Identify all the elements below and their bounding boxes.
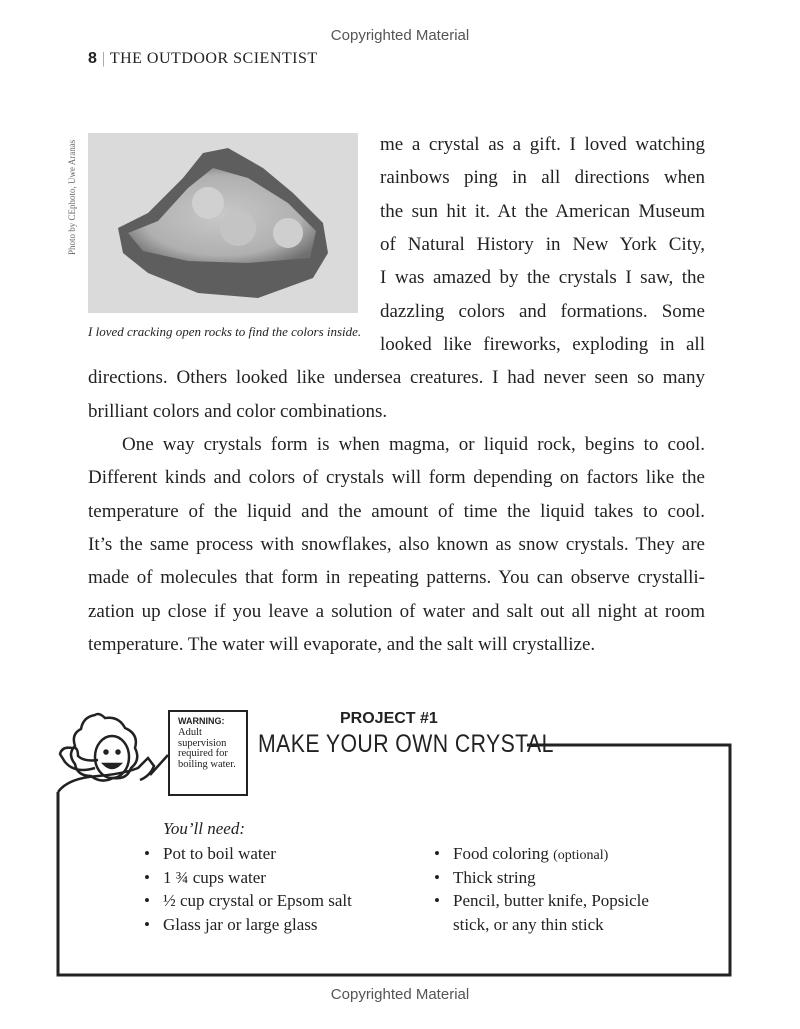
supply-item: • Pencil, butter knife, Popsicle [434, 891, 649, 910]
page-number: 8 [88, 50, 98, 67]
supply-item: • ½ cup crystal or Epsom salt [144, 891, 352, 910]
text-line: directions. Others looked like undersea creatures. I had never seen so many [88, 367, 705, 388]
supply-item: • 1 ¾ cups water [144, 868, 266, 887]
text-line: One way crystals form is when magma, or liquid rock, begins to cool. [122, 434, 705, 455]
project-title: MAKE YOUR OWN CRYSTAL [258, 730, 554, 758]
optional-note: (optional) [553, 848, 609, 863]
text-line: zation up close if you leave a solution of water and salt out all night at room [88, 601, 705, 622]
text-line: rainbows ping in all directions when [380, 167, 705, 188]
text-line: I was amazed by the crystals I saw, the [380, 267, 705, 288]
book-title: THE OUTDOOR SCIENTIST [109, 50, 318, 67]
copyright-header: Copyrighted Material [330, 27, 470, 44]
warning-callout [168, 710, 248, 796]
running-head: 8 | THE OUTDOOR SCIENTIST [88, 50, 318, 67]
text-line: the sun hit it. At the American Museum [380, 201, 705, 222]
text-line: temperature. The water will evaporate, and the salt will crystallize. [88, 634, 596, 655]
text-line: brilliant colors and color combinations. [88, 401, 388, 422]
text-line: made of molecules that form in repeating patterns. You can observe crystalli- [88, 567, 705, 588]
text-line: of Natural History in New York City, [380, 234, 705, 255]
supply-item: • Thick string [434, 868, 536, 887]
text-line: It’s the same process with snowflakes, also known as snow crystals. They are [88, 534, 705, 555]
supply-item: • Glass jar or large glass [144, 915, 318, 934]
text-line: me a crystal as a gift. I loved watching [380, 134, 705, 155]
supply-item: • Food coloring (optional) [434, 844, 609, 863]
text-line: dazzling colors and formations. Some [380, 301, 705, 322]
needs-label: You’ll need: [163, 819, 246, 838]
text-line: Different kinds and colors of crystals will form depending on factors like the [88, 467, 705, 488]
text-line: looked like fireworks, exploding in all [380, 334, 705, 355]
cartoon-kid-icon [58, 714, 168, 792]
project-number: PROJECT #1 [340, 710, 438, 727]
copyright-footer: Copyrighted Material [330, 986, 470, 1003]
photo-credit: Photo by CEphoto, Uwe Aranas [67, 139, 77, 255]
supply-item: • Pot to boil water [144, 844, 276, 863]
supply-item-continued: stick, or any thin stick [453, 915, 604, 934]
text-line: temperature of the liquid and the amount of time the liquid takes to cool. [88, 501, 705, 522]
photo-caption: I loved cracking open rocks to find the colors inside. [88, 324, 362, 339]
warning-label: WARNING: [178, 716, 225, 726]
warning-text: Adult supervision required for boiling water. [178, 727, 236, 770]
